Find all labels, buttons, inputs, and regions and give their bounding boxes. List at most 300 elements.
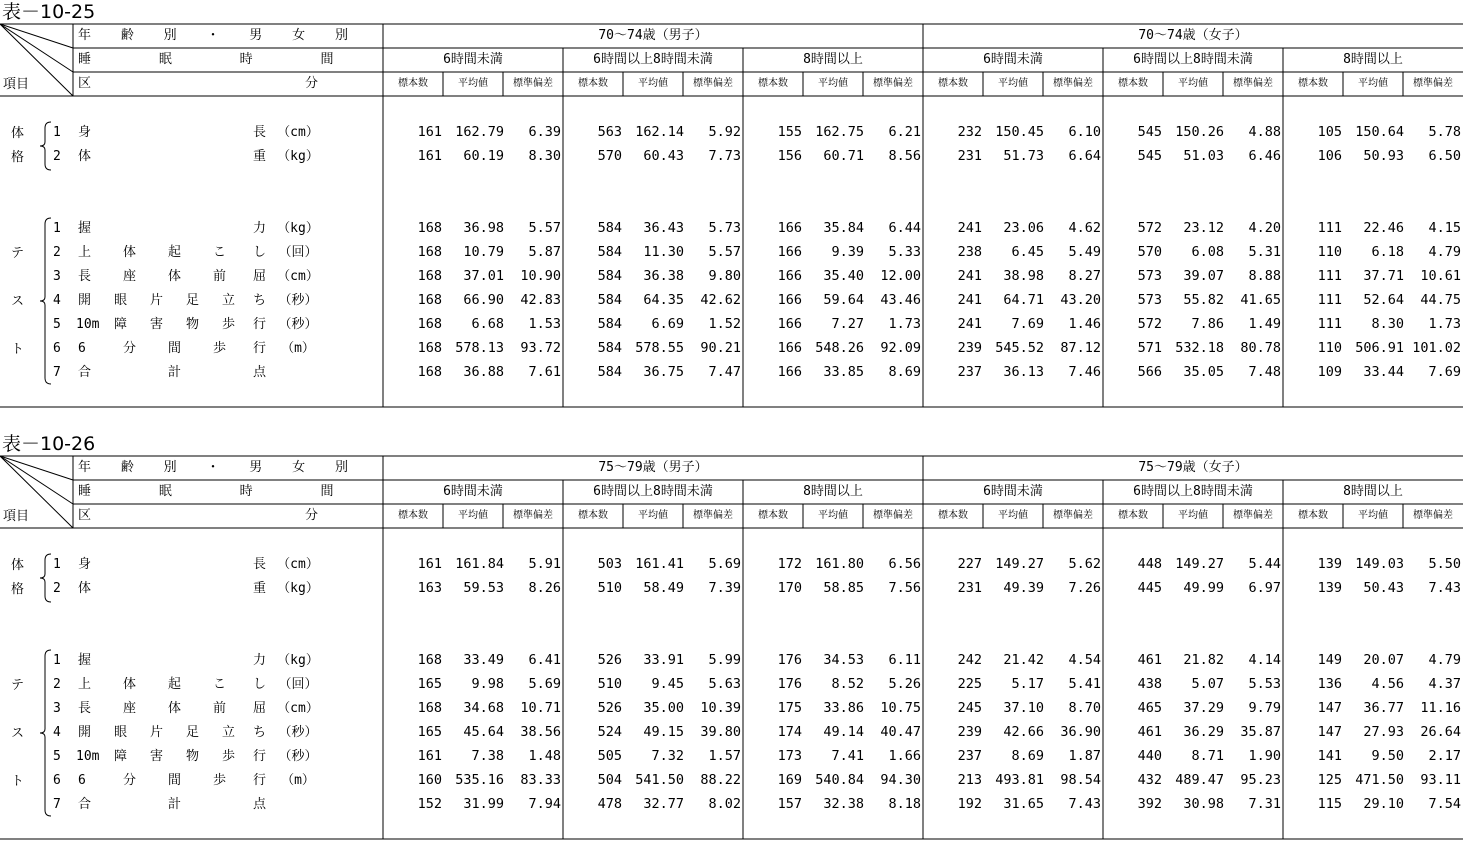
header-division-label: 分 [304,76,318,91]
table-cell-value: 461 [1137,724,1162,740]
table-cell-value: 4.54 [1068,652,1101,668]
sleep-duration-header: 6時間未満 [983,484,1043,499]
table-cell-value: 7.26 [1068,580,1101,596]
table-cell-value: 33.85 [823,364,864,380]
row-unit: （秒） [278,725,318,740]
table-cell-value: 10.39 [700,700,741,716]
row-item-name: 害 [150,317,164,332]
header-sleep-label: 睡 眠 時 間 [78,484,334,499]
table-cell-value: 39.07 [1183,268,1224,284]
table-cell-value: 7.69 [1428,364,1461,380]
row-item-name: 開 [78,725,92,740]
table-cell-value: 9.45 [651,676,684,692]
table-cell-value: 6.45 [1011,244,1044,260]
table-cell-value: 105 [1317,124,1342,140]
row-item-name: し [252,245,266,260]
table-cell-value: 139 [1317,556,1342,572]
table-cell-value: 27.93 [1363,724,1404,740]
table-cell-value: 166 [777,220,802,236]
table-cell-value: 34.53 [823,652,864,668]
table-cell-value: 168 [417,268,442,284]
table-cell-value: 101.02 [1412,340,1461,356]
stat-column-header: 平均値 [638,510,668,521]
row-item-name: 体 [123,245,137,260]
table-cell-value: 36.88 [463,364,504,380]
table-cell-value: 60.43 [643,148,684,164]
table-cell-value: 51.03 [1183,148,1224,164]
table-cell-value: 9.79 [1248,700,1281,716]
table-cell-value: 5.44 [1248,556,1281,572]
row-item-name: 前 [213,701,227,716]
row-item-name: 害 [150,749,164,764]
table-cell-value: 493.81 [995,772,1044,788]
table-cell-value: 21.42 [1003,652,1044,668]
table-cell-value: 33.49 [463,652,504,668]
table-cell-value: 37.10 [1003,700,1044,716]
table-cell-value: 36.29 [1183,724,1224,740]
table-cell-value: 95.23 [1240,772,1281,788]
group-header-female: 75～79歳（女子） [1138,460,1248,475]
row-item-name: 分 [123,773,137,788]
table-cell-value: 4.15 [1428,220,1461,236]
table-cell-value: 59.64 [823,292,864,308]
header-age-sex-label: 年 齢 別 ・ 男 女 別 [78,460,348,475]
table-cell-value: 111 [1317,292,1342,308]
sleep-duration-header: 6時間以上8時間未満 [1133,484,1253,499]
table-cell-value: 152 [417,796,442,812]
row-item-name: し [252,677,266,692]
row-unit: （kg） [277,221,319,236]
row-item-name: 立 [222,725,236,740]
table-cell-value: 35.40 [823,268,864,284]
header-age-sex-label: 年 齢 別 ・ 男 女 別 [78,28,348,43]
table-cell-value: 241 [957,268,982,284]
row-item-name: 歩 [222,749,236,764]
stat-column-header: 平均値 [1178,78,1208,89]
table-cell-value: 438 [1137,676,1162,692]
row-unit: （cm） [277,701,319,716]
table-cell-value: 58.85 [823,580,864,596]
table-cell-value: 92.09 [880,340,921,356]
row-item-name: 開 [78,293,92,308]
row-number: 1 [53,221,61,236]
stat-column-header: 標準偏差 [513,510,553,521]
table-cell-value: 5.17 [1011,676,1044,692]
table-cell-value: 90.21 [700,340,741,356]
stat-column-header: 標準偏差 [873,78,913,89]
table-cell-value: 7.47 [708,364,741,380]
row-item-name: 座 [123,269,137,284]
table-cell-value: 9.50 [1371,748,1404,764]
table-cell-value: 4.20 [1248,220,1281,236]
table-cell-value: 232 [957,124,982,140]
row-number: 7 [53,797,61,812]
table-cell-value: 149.27 [995,556,1044,572]
header-division-label: 分 [304,508,318,523]
table-cell-value: 58.49 [643,580,684,596]
table-cell-value: 64.35 [643,292,684,308]
table-cell-value: 163 [417,580,442,596]
table-cell-value: 7.69 [1011,316,1044,332]
row-item-name: 握 [78,653,92,668]
table-cell-value: 42.83 [520,292,561,308]
table-cell-value: 22.46 [1363,220,1404,236]
table-cell-value: 213 [957,772,982,788]
table-cell-value: 169 [777,772,802,788]
table-cell-value: 239 [957,340,982,356]
row-item-name: ち [252,725,266,740]
table-cell-value: 566 [1137,364,1162,380]
row-item-name: 力 [252,221,266,236]
stat-column-header: 標本数 [938,78,968,89]
table-cell-value: 161 [417,748,442,764]
table-cell-value: 6.41 [528,652,561,668]
table-cell-value: 45.64 [463,724,504,740]
table-cell-value: 147 [1317,700,1342,716]
table-cell-value: 4.14 [1248,652,1281,668]
table-cell-value: 231 [957,580,982,596]
table-cell-value: 38.56 [520,724,561,740]
row-item-name: こ [213,677,227,692]
table-cell-value: 174 [777,724,802,740]
header-item-label: 項目 [3,77,30,92]
table-cell-value: 168 [417,652,442,668]
table-cell-value: 94.30 [880,772,921,788]
table-cell-value: 36.38 [643,268,684,284]
sleep-duration-header: 6時間以上8時間未満 [593,484,713,499]
table-cell-value: 36.77 [1363,700,1404,716]
table-cell-value: 5.49 [1068,244,1101,260]
table-cell-value: 6.10 [1068,124,1101,140]
row-item-name: 体 [123,677,137,692]
table-cell-value: 8.56 [888,148,921,164]
table-cell-value: 30.98 [1183,796,1224,812]
category-test: テ [11,678,25,693]
row-number: 3 [53,701,61,716]
table-cell-value: 11.16 [1420,700,1461,716]
stat-column-header: 平均値 [1358,510,1388,521]
row-item-name: 行 [252,773,266,788]
table-cell-value: 33.86 [823,700,864,716]
table-cell-value: 225 [957,676,982,692]
table-cell-value: 38.98 [1003,268,1044,284]
category-brace [40,218,51,384]
stat-column-header: 標準偏差 [693,78,733,89]
table-cell-value: 6.69 [651,316,684,332]
table-cell-value: 6.56 [888,556,921,572]
table-cell-value: 1.90 [1248,748,1281,764]
sleep-duration-header: 6時間以上8時間未満 [593,52,713,67]
table-cell-value: 162.75 [815,124,864,140]
table-cell-value: 106 [1317,148,1342,164]
table-cell-value: 98.54 [1060,772,1101,788]
table-cell-value: 392 [1137,796,1162,812]
table-cell-value: 8.26 [528,580,561,596]
table-cell-value: 5.63 [708,676,741,692]
table-cell-value: 237 [957,364,982,380]
header-division-label: 区 [78,76,92,91]
table-cell-value: 166 [777,340,802,356]
table-cell-value: 7.43 [1428,580,1461,596]
table-cell-value: 33.91 [643,652,684,668]
table-cell-value: 2.17 [1428,748,1461,764]
table-cell-value: 524 [597,724,622,740]
table-cell-value: 6.46 [1248,148,1281,164]
table-cell-value: 8.69 [1011,748,1044,764]
table-cell-value: 8.52 [831,676,864,692]
stat-column-header: 標本数 [1118,78,1148,89]
table-cell-value: 4.79 [1428,244,1461,260]
table-cell-value: 5.69 [708,556,741,572]
table-cell-value: 168 [417,244,442,260]
table-cell-value: 7.46 [1068,364,1101,380]
corner-diagonal [0,456,73,504]
table-cell-value: 471.50 [1355,772,1404,788]
table-cell-value: 21.82 [1183,652,1224,668]
table-cell-value: 5.07 [1191,676,1224,692]
row-item-name: 体 [78,149,92,164]
table-cell-value: 7.31 [1248,796,1281,812]
row-item-name: 眼 [114,725,128,740]
table-cell-value: 548.26 [815,340,864,356]
table-cell-value: 7.56 [888,580,921,596]
table-cell-value: 35.05 [1183,364,1224,380]
row-item-name: こ [213,245,227,260]
table-cell-value: 110 [1317,244,1342,260]
row-item-name: 歩 [222,317,236,332]
table-cell-value: 166 [777,244,802,260]
table-cell-value: 570 [1137,244,1162,260]
group-header-female: 70～74歳（女子） [1138,28,1248,43]
row-item-name: 計 [168,797,182,812]
table-cell-value: 584 [597,268,622,284]
row-item-name: 歩 [213,341,227,356]
table-cell-value: 5.41 [1068,676,1101,692]
table-cell-value: 147 [1317,724,1342,740]
table-cell-value: 10.75 [880,700,921,716]
table-cell-value: 50.93 [1363,148,1404,164]
table-cell-value: 34.68 [463,700,504,716]
row-item-name: 長 [252,125,266,140]
table-cell-value: 6.64 [1068,148,1101,164]
header-item-label: 項目 [3,509,30,524]
table-cell-value: 541.50 [635,772,684,788]
row-item-name: 物 [186,317,200,332]
row-unit: （m） [281,341,315,356]
group-header-male: 75～79歳（男子） [598,460,708,475]
table-cell-value: 9.39 [831,244,864,260]
stat-column-header: 標準偏差 [1053,510,1093,521]
table-cell-value: 237 [957,748,982,764]
row-item-name: 合 [78,365,92,380]
table-cell-value: 7.94 [528,796,561,812]
table-cell-value: 55.82 [1183,292,1224,308]
table-cell-value: 165 [417,724,442,740]
stat-column-header: 標準偏差 [513,78,553,89]
sleep-duration-header: 8時間以上 [1343,52,1403,67]
row-number: 2 [53,581,61,596]
table-cell-value: 35.87 [1240,724,1281,740]
table-cell-value: 161.41 [635,556,684,572]
table-cell-value: 504 [597,772,622,788]
table-cell-value: 161 [417,556,442,572]
table-cell-value: 4.37 [1428,676,1461,692]
row-unit: （kg） [277,149,319,164]
row-item-name: 行 [252,317,266,332]
header-division-label: 区 [78,508,92,523]
row-item-name: 10m [76,317,100,332]
table-cell-value: 149.27 [1175,556,1224,572]
table-cell-value: 29.10 [1363,796,1404,812]
row-item-name: 重 [252,581,266,596]
stat-column-header: 標本数 [938,510,968,521]
stat-column-header: 標本数 [758,78,788,89]
row-number: 2 [53,677,61,692]
table-cell-value: 5.33 [888,244,921,260]
table-cell-value: 155 [777,124,802,140]
table-cell-value: 239 [957,724,982,740]
row-item-name: 足 [186,293,200,308]
table-cell-value: 6.44 [888,220,921,236]
row-item-name: 屈 [252,269,266,284]
table-cell-value: 8.88 [1248,268,1281,284]
row-unit: （kg） [277,581,319,596]
table-cell-value: 545 [1137,148,1162,164]
row-item-name: 身 [78,125,92,140]
table-cell-value: 584 [597,220,622,236]
stat-column-header: 標本数 [398,78,428,89]
table-cell-value: 5.50 [1428,556,1461,572]
table-cell-value: 6.18 [1371,244,1404,260]
table-cell-value: 161 [417,148,442,164]
table-cell-value: 161.80 [815,556,864,572]
row-number: 4 [53,293,61,308]
table-cell-value: 572 [1137,316,1162,332]
table-cell-value: 241 [957,220,982,236]
table-cell-value: 59.53 [463,580,504,596]
table-cell-value: 162.14 [635,124,684,140]
stat-column-header: 平均値 [1178,510,1208,521]
corner-diagonal [0,456,73,480]
table-cell-value: 192 [957,796,982,812]
category-test: テ [11,246,25,261]
table-cell-value: 5.91 [528,556,561,572]
row-item-name: 起 [168,245,182,260]
table-cell-value: 1.73 [1428,316,1461,332]
table-cell-value: 175 [777,700,802,716]
category-body: 格 [11,582,25,597]
table-cell-value: 93.11 [1420,772,1461,788]
table-cell-value: 1.73 [888,316,921,332]
table-cell-value: 9.80 [708,268,741,284]
row-item-name: 力 [252,653,266,668]
row-number: 1 [53,125,61,140]
table-cell-value: 5.62 [1068,556,1101,572]
table-cell-value: 7.61 [528,364,561,380]
table-cell-value: 12.00 [880,268,921,284]
row-item-name: 10m [76,749,100,764]
table-cell-value: 5.87 [528,244,561,260]
row-unit: （秒） [278,293,318,308]
table-cell-value: 448 [1137,556,1162,572]
table-cell-value: 168 [417,340,442,356]
table-cell-value: 545 [1137,124,1162,140]
table-cell-value: 6.11 [888,652,921,668]
table-cell-value: 1.87 [1068,748,1101,764]
stat-column-header: 標本数 [758,510,788,521]
table-cell-value: 7.41 [831,748,864,764]
table-cell-value: 8.18 [888,796,921,812]
corner-diagonal [0,24,73,48]
table-cell-value: 176 [777,652,802,668]
table-cell-value: 238 [957,244,982,260]
table-cell-value: 160 [417,772,442,788]
table-cell-value: 8.70 [1068,700,1101,716]
table-cell-value: 115 [1317,796,1342,812]
row-unit: （cm） [277,557,319,572]
row-item-name: 分 [123,341,137,356]
table-cell-value: 150.26 [1175,124,1224,140]
table-cell-value: 170 [777,580,802,596]
row-item-name: 6 [78,773,86,788]
table-cell-value: 23.06 [1003,220,1044,236]
table-cell-value: 37.71 [1363,268,1404,284]
table-cell-value: 5.78 [1428,124,1461,140]
table-cell-value: 526 [597,652,622,668]
stat-column-header: 標本数 [578,510,608,521]
table-cell-value: 4.79 [1428,652,1461,668]
table-cell-value: 37.29 [1183,700,1224,716]
table-cell-value: 168 [417,700,442,716]
table-cell-value: 83.33 [520,772,561,788]
row-number: 1 [53,557,61,572]
table-cell-value: 1.52 [708,316,741,332]
table-cell-value: 570 [597,148,622,164]
table-cell-value: 8.71 [1191,748,1224,764]
sleep-duration-header: 6時間未満 [443,484,503,499]
stat-column-header: 平均値 [998,78,1028,89]
row-item-name: 長 [78,269,92,284]
table-cell-value: 162.79 [455,124,504,140]
table-cell-value: 23.12 [1183,220,1224,236]
row-unit: （kg） [277,653,319,668]
table-cell-value: 150.45 [995,124,1044,140]
stat-column-header: 標本数 [398,510,428,521]
table-cell-value: 7.86 [1191,316,1224,332]
table-cell-value: 5.69 [528,676,561,692]
table-cell-value: 37.01 [463,268,504,284]
table-cell-value: 1.49 [1248,316,1281,332]
row-item-name: 上 [78,677,92,692]
row-number: 2 [53,149,61,164]
table-cell-value: 526 [597,700,622,716]
table-cell-value: 168 [417,364,442,380]
table-cell-value: 4.62 [1068,220,1101,236]
table-cell-value: 6.08 [1191,244,1224,260]
table-cell-value: 5.99 [708,652,741,668]
table-cell-value: 10.71 [520,700,561,716]
table-cell-value: 584 [597,316,622,332]
table-cell-value: 540.84 [815,772,864,788]
row-item-name: 片 [150,293,164,308]
table-cell-value: 7.38 [471,748,504,764]
table-cell-value: 8.02 [708,796,741,812]
table-cell-value: 11.30 [643,244,684,260]
table-cell-value: 49.14 [823,724,864,740]
table-title: 表－10-26 [2,433,96,455]
table-cell-value: 80.78 [1240,340,1281,356]
row-item-name: 前 [213,269,227,284]
